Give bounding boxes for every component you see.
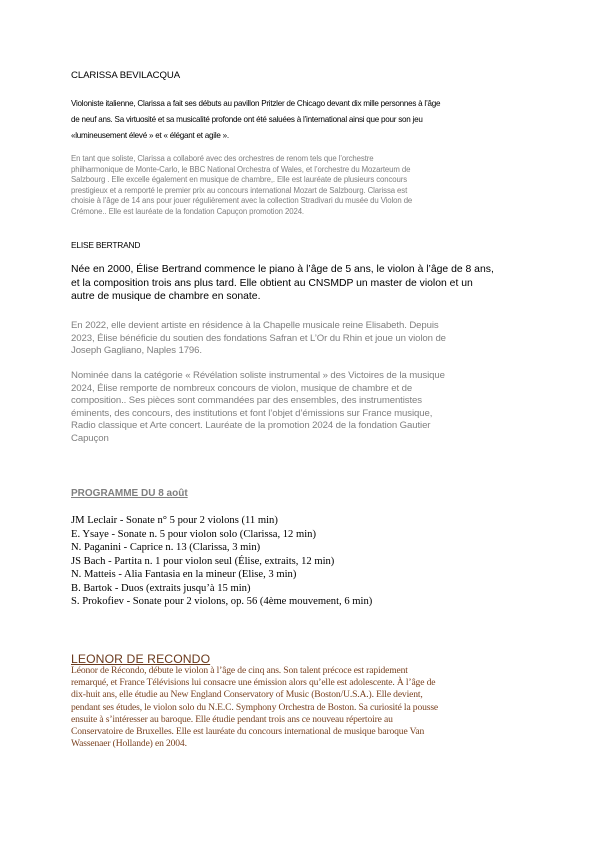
elise-p3-line: Nominée dans la catégorie « Révélation soliste instrumental » des Victoires de la musique — [71, 370, 445, 381]
programme-item: B. Bartok - Duos (extraits jusqu’à 15 min) — [71, 582, 251, 594]
leonor-bio-line: Léonor de Récondo, débute le violon à l’âge de cinq ans. Son talent précoce est rapidement — [71, 665, 408, 676]
elise-paragraph-2 — [71, 320, 541, 358]
programme-item: N. Paganini - Caprice n. 13 (Clarissa, 3 min) — [71, 542, 261, 553]
elise-p3-line: Capuçon — [71, 432, 109, 444]
elise-p1-line: Née en 2000, Élise Bertrand commence le piano à l’âge de 5 ans, le violon à l’âge de 8 ans, — [71, 264, 494, 275]
leonor-bio-line: remarqué, et France Télévisions lui consacre une émission alors qu’elle est adolescente. À l’âge de — [71, 677, 436, 689]
leonor-bio-line: pendant ses études, le violon solo du N.E.C. Symphony Orchestra de Boston. Sa curiosité la pousse — [71, 701, 439, 713]
elise-p3-line: éminents, des concours, des institutions et font l’objet d’émissions sur France musique, — [71, 407, 433, 419]
elise-p1-line: autre de musique de chambre en sonate. — [71, 291, 261, 303]
elise-heading: ELISE BERTRAND — [71, 240, 141, 250]
clarissa-bio-line: Crémone.. Elle est lauréate de la fondation Capuçon promotion 2024. — [71, 206, 304, 216]
leonor-bio — [71, 665, 527, 750]
elise-p2-line: 2023, Élise bénéficie du soutien des fondations Safran et L’Or du Rhin et joue un violon de — [71, 332, 446, 344]
clarissa-heading: CLARISSA BEVILACQUA — [71, 70, 181, 81]
clarissa-intro-line: de neuf ans. Sa virtuosité et sa musicalité profonde ont été saluées à l’international ainsi que pour son jeu — [71, 115, 423, 124]
leonor-bio-line: Conservatoire de Bruxelles. Elle est lauréate du concours international de musique baroque Van — [71, 726, 425, 738]
leonor-heading: LEONOR DE RECONDO — [71, 652, 211, 666]
clarissa-bio-line: prestigieux et a remporté le premier prix au concours international Mozart de Salzbourg. Clarissa est — [71, 185, 408, 195]
programme-item: N. Matteis - Alia Fantasia en la mineur (Elise, 3 min) — [71, 569, 297, 580]
clarissa-bio-line: Salzbourg . Elle excelle également en musique de chambre,. Elle est lauréate de plusieurs concours — [71, 175, 408, 185]
programme-item: JS Bach - Partita n. 1 pour violon seul (Élise, extraits, 12 min) — [71, 555, 335, 567]
elise-p1-line: et la composition trois ans plus tard. Elle obtient au CNSMDP un master de violon et un — [71, 277, 473, 289]
programme-title: PROGRAMME DU 8 août — [71, 488, 188, 499]
clarissa-intro — [71, 96, 531, 144]
clarissa-intro-line: «lumineusement élevé » et « élégant et agile ». — [71, 131, 229, 140]
clarissa-bio-line: En tant que soliste, Clarissa a collaboré avec des orchestres de renom tels que l’orchestre — [71, 154, 374, 163]
clarissa-bio-line: choisie à l’âge de 14 ans pour jouer régulièrement avec la collection Stradivari du musée du Violon de — [71, 196, 413, 206]
elise-p3-line: composition.. Ses pièces sont commandées par des ensembles, des instrumentistes — [71, 395, 422, 407]
leonor-bio-line: ensuite à s’intéresser au baroque. Elle étudie pendant trois ans ce nouveau répertoire au — [71, 713, 393, 725]
programme-item: E. Ysaye - Sonate n. 5 pour violon solo (Clarissa, 12 min) — [71, 528, 316, 540]
programme-item: S. Prokofiev - Sonate pour 2 violons, op. 56 (4ème mouvement, 6 min) — [71, 596, 373, 607]
clarissa-intro-line: Violoniste italienne, Clarissa a fait ses débuts au pavillon Pritzler de Chicago devant dix mille personnes à l’âge — [71, 99, 441, 108]
programme-item: JM Leclair - Sonate n° 5 pour 2 violons (11 min) — [71, 515, 278, 526]
elise-paragraph-1 — [71, 263, 541, 304]
programme-list — [71, 514, 541, 609]
elise-p3-line: Radio classique et Arte concert. Lauréate de la promotion 2024 de la fondation Gautier — [71, 420, 431, 432]
clarissa-bio — [71, 154, 531, 218]
leonor-bio-line: Wassenaer (Hollande) en 2004. — [71, 738, 187, 750]
leonor-bio-line: dix-huit ans, elle étudie au New England Conservatory of Music (Boston/U.S.A.). Elle devient, — [71, 689, 423, 701]
elise-p3-line: 2024, Élise remporte de nombreux concours de violon, musique de chambre et de — [71, 382, 413, 394]
elise-p2-line: En 2022, elle devient artiste en résidence à la Chapelle musicale reine Elisabeth. Depuis — [71, 320, 439, 331]
elise-paragraph-3 — [71, 370, 541, 446]
clarissa-bio-line: philharmonique de Monte-Carlo, le BBC National Orchestra of Wales, et l’orchestre du Mozarteum de — [71, 164, 411, 174]
elise-p2-line: Joseph Gagliano, Naples 1796. — [71, 345, 202, 357]
